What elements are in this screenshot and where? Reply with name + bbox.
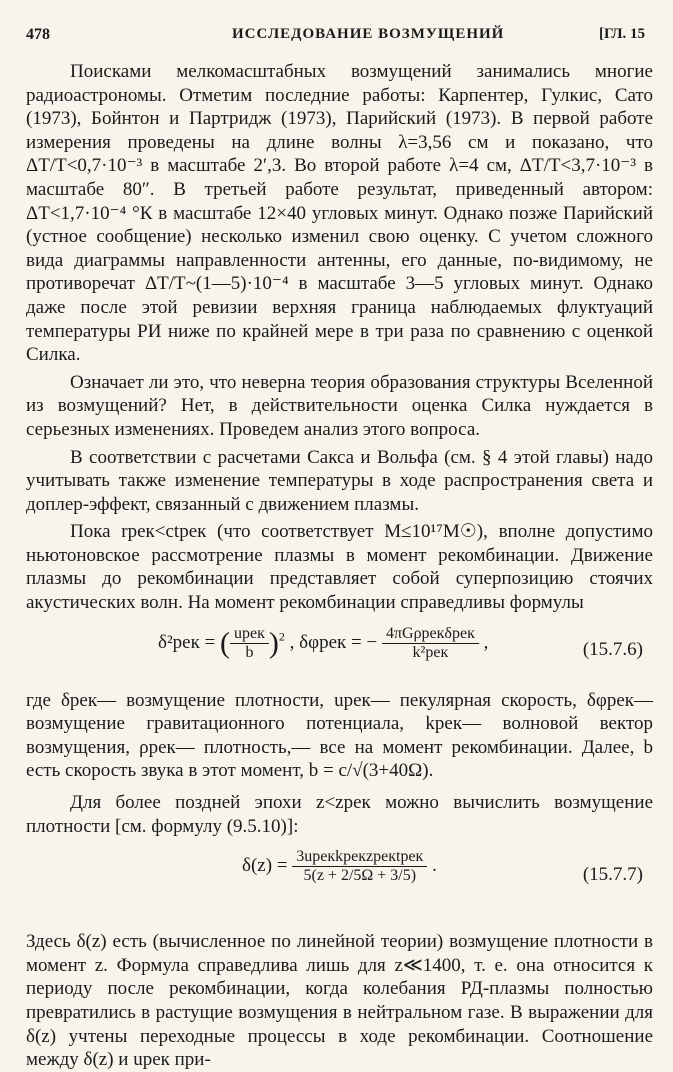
eq1-fraction-1: $\frac{\text{uрек}}{b}$ (230, 625, 269, 662)
paragraph-6: Для более поздней эпохи z<zрек можно вычислить возмущение плотности [см. формулу (9.5.10)]: (26, 792, 653, 837)
page-number: 478 (26, 26, 50, 43)
equation-number-15-7-7: (15.7.7) (582, 864, 643, 886)
running-title: ИССЛЕДОВАНИЕ ВОЗМУЩЕНИЙ (232, 26, 505, 42)
equation-15-7-6: δ²рек = ( $\frac{\text{uрек}}{b}$ )$^2$ , δφрек = − $\frac{\text{4πGρрекδрек}}{\text{k²рек}}$ , (15.7.6) (158, 624, 643, 661)
eq2-lhs: δ(z) = (242, 855, 288, 877)
paragraph-7: Здесь δ(z) есть (вычисленное по линейной теории) возмущение плотности в момент z. Формула справедлива лишь для z≪1400, т. е. она относится к периоду после рекомбинации, когда колебания РД-плазмы полностью превратились в растущие возмущения в нейтральном газе. В выражении для δ(z) учтены переходные процессы в ходе рекомбинации. Соотношение между δ(z) и uрек при- (26, 931, 653, 1071)
paragraph-5: где δрек— возмущение плотности, uрек— пекулярная скорость, δφрек— возмущение гравитационного потенциала, kрек— волновой вектор возмущения, ρрек— плотность,— все на момент рекомбинации. Далее, b есть скорость звука в этот момент, b = c/√(3+40Ω). (26, 689, 653, 782)
eq2-fraction: $\frac{\text{3uрекkрекzрекtрек}}{5(z + 2/5\Omega + 3/5)}$ (292, 848, 427, 885)
eq1-lhs: δ²рек (158, 631, 200, 653)
chapter-label: [ГЛ. 15 (599, 26, 645, 42)
paragraph-3: В соответствии с расчетами Сакса и Вольфа (см. § 4 этой главы) надо учитывать также изменение температуры в ходе распространения света и доплер-эффект, связанный с движением плазмы. (26, 446, 653, 515)
paragraph-1: Поисками мелкомасштабных возмущений занимались многие радиоастрономы. Отметим последние работы: Карпентер, Гулкис, Сато (1973), Бойнтон и Партридж (1973), Парийский (1973). В первой работе измерения проведены на длине волны λ=3,56 см и показано, что ΔT/T<0,7·10⁻³ в масштабе 2′,3. Во второй работе λ=4 см, ΔT/T<3,7·10⁻³ в масштабе 80″. В третьей работе результат, приведенный автором: ΔT<1,7·10⁻⁴ °К в масштабе 12×40 угловых минут. Однако позже Парийский (устное сообщение) несколько изменил свою оценку. С учетом сложного вида диаграммы направленности антенны, его данные, по-видимому, не противоречат ΔT/T~(1—5)·10⁻⁴ в масштабе 3—5 угловых минут. Однако даже после этой ревизии верхняя граница наблюдаемых флуктуаций температуры РИ ниже по крайней мере в три раза по сравнению с оценкой Силка. (26, 61, 653, 366)
page (26, 22, 653, 1072)
paragraph-4: Пока rрек<ctрек (что соответствует M≤10¹⁷M☉), вполне допустимо ньютоновское рассмотрение плазмы в момент рекомбинации. Движение плазмы до рекомбинации представляет собой суперпозицию стоячих акустических волн. На момент рекомбинации справедливы формулы (26, 521, 653, 614)
eq1-power: 2 (278, 629, 285, 644)
equation-15-7-7: δ(z) = $\frac{\text{3uрекkрекzрекtрек}}{5(z + 2/5\Omega + 3/5)}$ . (15.7.7) (242, 848, 643, 886)
page-header (26, 22, 653, 52)
paragraph-2: Означает ли это, что неверна теория образования структуры Вселенной из возмущений? Нет, в действительности оценка Силка нуждается в серьезных изменениях. Проведем анализ этого вопроса. (26, 371, 653, 440)
eq1-mid: , δφрек = − (289, 631, 378, 653)
equation-number-15-7-6: (15.7.6) (582, 638, 643, 660)
eq1-fraction-2: $\frac{\text{4πGρрекδрек}}{\text{k²рек}}$ (382, 625, 479, 662)
